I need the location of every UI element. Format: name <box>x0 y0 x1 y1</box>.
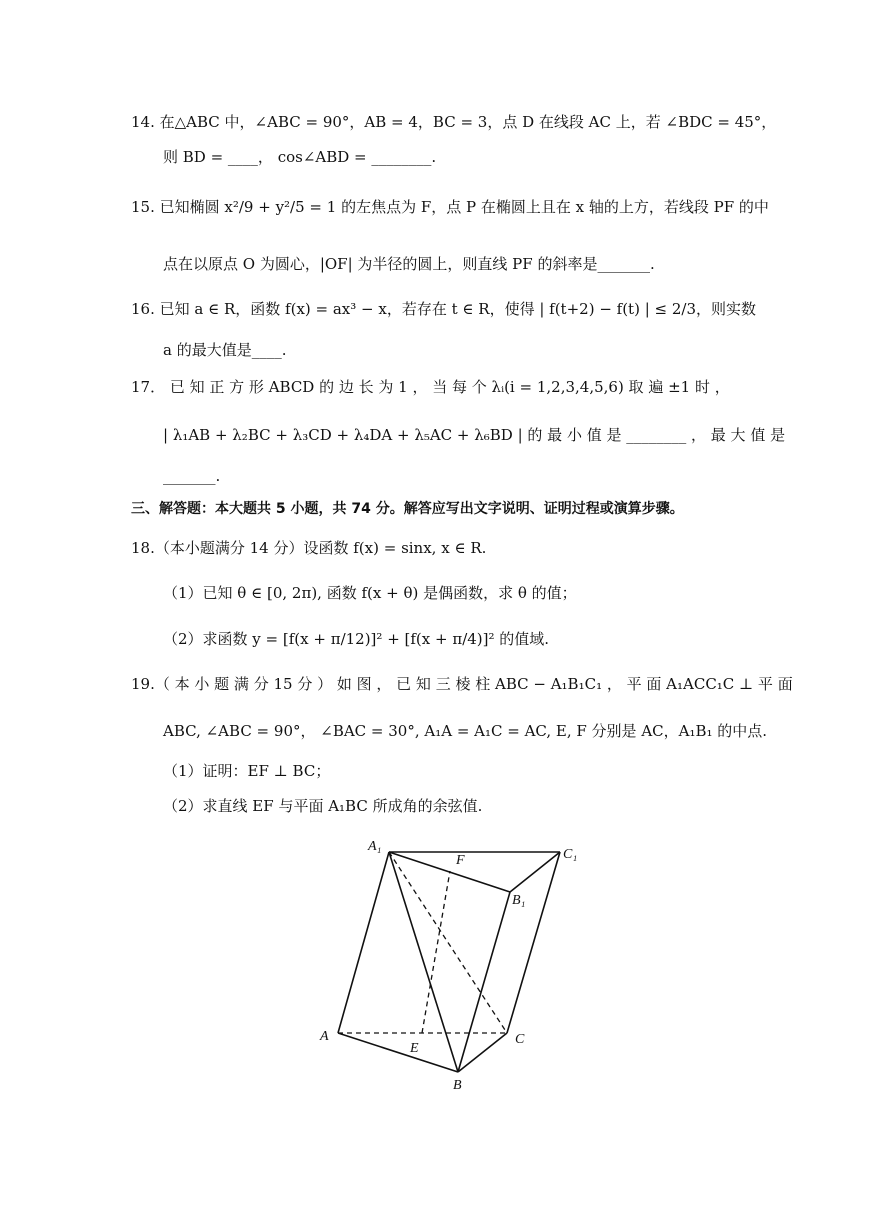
edge-B-C <box>458 1033 507 1072</box>
segment-E-F-dashed <box>422 871 450 1033</box>
edge-A1-A <box>338 852 389 1033</box>
p16-line2: a 的最大值是____. <box>163 341 287 359</box>
p19-line2: ABC, ∠ABC = 90°， ∠BAC = 30°, A₁A = A₁C = AC, E, F 分别是 AC，A₁B₁ 的中点. <box>163 722 768 740</box>
label-A: A <box>320 1029 329 1044</box>
p18-sub2: （2）求函数 y = [f(x + π/12)]² + [f(x + π/4)]² 的值域. <box>163 630 550 648</box>
p17-line2: | λ₁AB + λ₂BC + λ₃CD + λ₄DA + λ₅AC + λ₆BD | 的 最 小 值 是 ________ ， 最 大 值 是 <box>163 426 786 444</box>
edge-C1-C <box>507 852 560 1033</box>
label-F: F <box>456 853 465 868</box>
p19-line1: 19.（ 本 小 题 满 分 15 分 ） 如 图 ， 已 知 三 棱 柱 ABC − A₁B₁C₁ ， 平 面 A₁ACC₁C ⊥ 平 面 <box>131 675 793 693</box>
edge-B1-B <box>458 892 510 1072</box>
p15-line1: 15. 已知椭圆 x²/9 + y²/5 = 1 的左焦点为 F，点 P 在椭圆上且在 x 轴的上方，若线段 PF 的中 <box>131 198 769 216</box>
p14-line2: 则 BD = ____， cos∠ABD = ________. <box>163 148 437 166</box>
label-E: E <box>410 1041 419 1056</box>
section-3-heading: 三、解答题：本大题共 5 小题，共 74 分。解答应写出文字说明、证明过程或演算步骤。 <box>131 501 684 517</box>
label-C: C <box>515 1032 525 1047</box>
p15-line2: 点在以原点 O 为圆心，|OF| 为半径的圆上，则直线 PF 的斜率是_______. <box>163 255 655 273</box>
p17-line1: 17． 已 知 正 方 形 ABCD 的 边 长 为 1 ， 当 每 个 λᵢ(i = 1,2,3,4,5,6) 取 遍 ±1 时 ， <box>131 378 730 396</box>
p19-sub1: （1）证明：EF ⊥ BC； <box>163 762 331 780</box>
p14-line1: 14. 在△ABC 中，∠ABC = 90°，AB = 4，BC = 3，点 D 在线段 AC 上，若 ∠BDC = 45°， <box>131 113 777 131</box>
edge-A-B <box>338 1033 458 1072</box>
p17-line3: _______. <box>163 467 221 485</box>
label-B1: B₁ <box>512 893 526 908</box>
p16-line1: 16. 已知 a ∈ R，函数 f(x) = ax³ − x，若存在 t ∈ R，使得 | f(t+2) − f(t) | ≤ 2/3，则实数 <box>131 300 757 318</box>
label-C1: C₁ <box>563 847 578 862</box>
p18-line1: 18.（本小题满分 14 分）设函数 f(x) = sinx, x ∈ R. <box>131 539 487 557</box>
p18-sub1: （1）已知 θ ∈ [0, 2π), 函数 f(x + θ) 是偶函数，求 θ 的值； <box>163 584 577 602</box>
label-B: B <box>453 1078 462 1093</box>
p19-sub2: （2）求直线 EF 与平面 A₁BC 所成角的余弦值. <box>163 797 483 815</box>
edge-C1-B1 <box>510 852 560 892</box>
label-A1: A₁ <box>368 839 382 854</box>
edge-A1-B <box>389 852 458 1072</box>
